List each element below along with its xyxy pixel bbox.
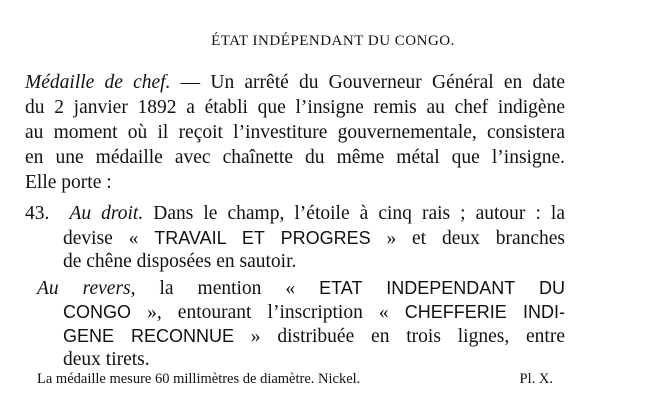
entry-43: [25, 202, 565, 372]
reverse-line-3: GENE RECONNUE » distribuée en trois lignes, entre: [63, 326, 565, 347]
reverse-legend-3: CHEFFERIE INDI-: [404, 302, 565, 322]
intro-line-4: en une médaille avec chaînette du même métal que l’insigne.: [25, 147, 565, 168]
intro-line-3: au moment où il reçoit l’investiture gouvernementale, consistera: [25, 122, 565, 143]
footer: [37, 371, 553, 388]
obverse-legend: TRAVAIL ET PROGRES: [154, 228, 371, 248]
reverse-label: Au revers,: [37, 278, 136, 299]
reverse-line-2: CONGO », entourant l’inscription « CHEFFERIE INDI-: [63, 302, 565, 323]
plate-reference: Pl. X.: [519, 371, 553, 387]
page-header: ÉTAT INDÉPENDANT DU CONGO.: [211, 33, 455, 49]
obverse-line-2: devise « TRAVAIL ET PROGRES » et deux branches: [63, 228, 565, 249]
reverse-legend-2: CONGO: [63, 302, 132, 322]
obverse-line-1: 43. Au droit. Dans le champ, l’étoile à cinq rais ; autour : la: [25, 203, 565, 224]
intro-line-1: Médaille de chef. — Un arrêté du Gouverneur Général en date: [25, 72, 565, 93]
reverse-line-1: Au revers, la mention « ETAT INDEPENDANT DU: [37, 278, 566, 299]
obverse-line-3: de chêne disposées en sautoir.: [63, 251, 297, 272]
entry-number: 43.: [25, 203, 50, 224]
reverse-legend-1: ETAT INDEPENDANT DU: [319, 278, 566, 298]
footer-note: La médaille mesure 60 millimètres de diamètre. Nickel.: [37, 371, 361, 387]
intro-line-5: Elle porte :: [25, 172, 112, 193]
reverse-legend-4: GENE RECONNUE: [63, 326, 234, 346]
intro-paragraph: [25, 70, 565, 195]
intro-line-2: du 2 janvier 1892 a établi que l’insigne remis au chef indigène: [25, 97, 565, 118]
section-term: Médaille de chef.: [25, 72, 171, 93]
obverse-label: Au droit.: [69, 203, 144, 224]
reverse-line-4: deux tirets.: [63, 349, 150, 370]
